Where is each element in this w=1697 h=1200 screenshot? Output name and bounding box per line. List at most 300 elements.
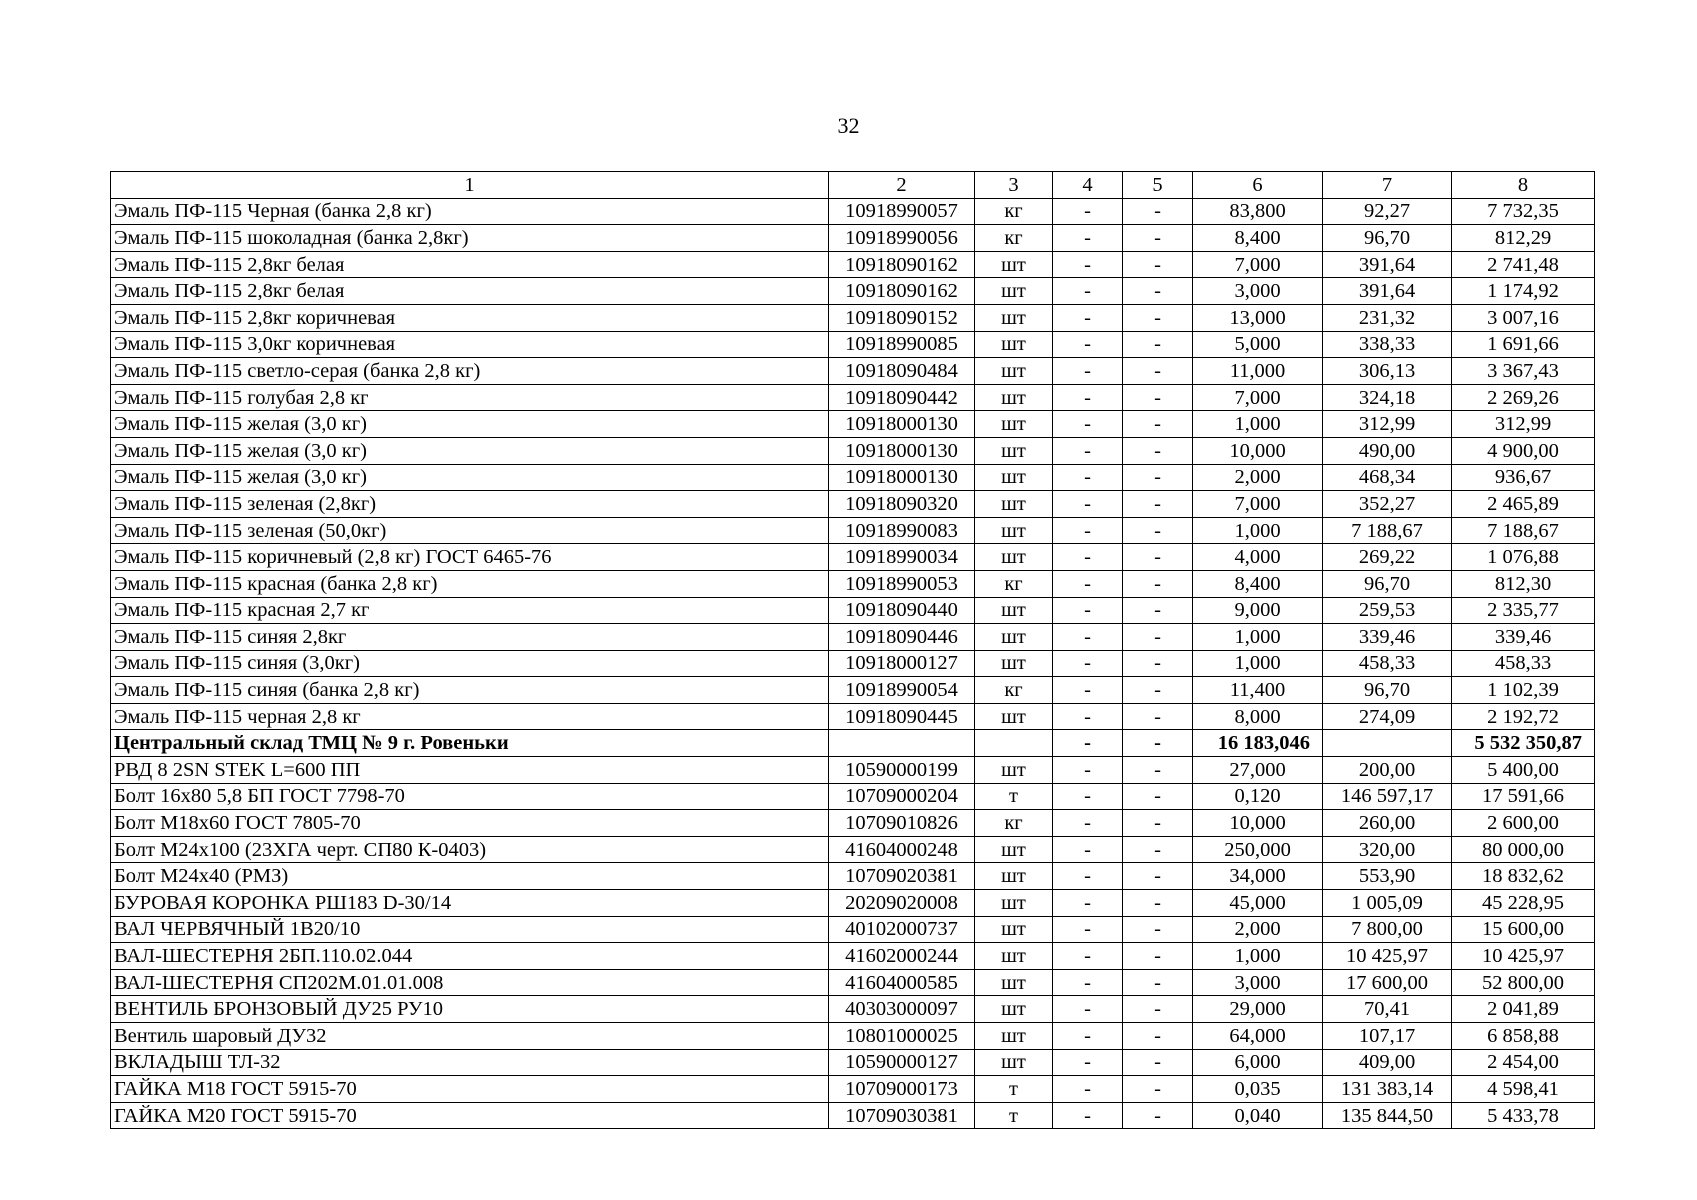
column-5-cell: - <box>1123 757 1193 784</box>
quantity-cell: 0,040 <box>1193 1102 1323 1129</box>
table-row <box>111 783 1595 810</box>
item-code-cell: 10918990083 <box>829 517 975 544</box>
column-4-cell: - <box>1053 358 1123 385</box>
item-name-cell: Эмаль ПФ-115 желая (3,0 кг) <box>111 411 829 438</box>
sum-cell: 5 433,78 <box>1452 1102 1595 1129</box>
column-4-cell: - <box>1053 916 1123 943</box>
item-code-cell: 10918090162 <box>829 278 975 305</box>
item-name-cell: Болт М24х100 (23ХГА черт. СП80 К-0403) <box>111 836 829 863</box>
price-cell: 391,64 <box>1323 278 1452 305</box>
sum-cell: 2 269,26 <box>1452 384 1595 411</box>
item-name-cell: Болт М24х40 (РМЗ) <box>111 863 829 890</box>
quantity-cell: 0,035 <box>1193 1076 1323 1103</box>
quantity-cell: 1,000 <box>1193 650 1323 677</box>
column-4-cell: - <box>1053 1102 1123 1129</box>
quantity-cell: 83,800 <box>1193 198 1323 225</box>
column-4-cell: - <box>1053 544 1123 571</box>
sum-cell: 5 532 350,87 <box>1452 730 1595 757</box>
sum-cell: 2 335,77 <box>1452 597 1595 624</box>
item-name-cell: ВАЛ ЧЕРВЯЧНЫЙ 1В20/10 <box>111 916 829 943</box>
column-5-cell: - <box>1123 863 1193 890</box>
sum-cell: 15 600,00 <box>1452 916 1595 943</box>
page-number: 32 <box>837 113 860 138</box>
item-code-cell: 10918000127 <box>829 650 975 677</box>
quantity-cell: 1,000 <box>1193 517 1323 544</box>
price-cell: 339,46 <box>1323 624 1452 651</box>
unit-cell: шт <box>975 757 1053 784</box>
column-5-cell: - <box>1123 783 1193 810</box>
column-4-cell: - <box>1053 996 1123 1023</box>
price-cell: 107,17 <box>1323 1023 1452 1050</box>
item-name-cell: Эмаль ПФ-115 2,8кг белая <box>111 278 829 305</box>
unit-cell: шт <box>975 703 1053 730</box>
column-5-cell: - <box>1123 650 1193 677</box>
unit-cell: шт <box>975 491 1053 518</box>
table-row <box>111 491 1595 518</box>
quantity-cell: 29,000 <box>1193 996 1323 1023</box>
unit-cell: кг <box>975 225 1053 252</box>
table-row <box>111 650 1595 677</box>
column-5-cell: - <box>1123 304 1193 331</box>
item-name-cell: Эмаль ПФ-115 желая (3,0 кг) <box>111 437 829 464</box>
sum-cell: 80 000,00 <box>1452 836 1595 863</box>
column-4-cell: - <box>1053 251 1123 278</box>
item-code-cell: 10918990085 <box>829 331 975 358</box>
column-5-cell: - <box>1123 437 1193 464</box>
item-name-cell: Эмаль ПФ-115 2,8кг белая <box>111 251 829 278</box>
sum-cell: 339,46 <box>1452 624 1595 651</box>
column-5-cell: - <box>1123 730 1193 757</box>
table-row <box>111 836 1595 863</box>
column-4-cell: - <box>1053 650 1123 677</box>
column-header: 3 <box>975 172 1053 199</box>
item-name-cell: Эмаль ПФ-115 синяя (3,0кг) <box>111 650 829 677</box>
unit-cell: шт <box>975 969 1053 996</box>
column-4-cell: - <box>1053 943 1123 970</box>
item-name-cell: ВАЛ-ШЕСТЕРНЯ СП202М.01.01.008 <box>111 969 829 996</box>
price-cell: 553,90 <box>1323 863 1452 890</box>
column-5-cell: - <box>1123 464 1193 491</box>
table-row <box>111 863 1595 890</box>
sum-cell: 812,30 <box>1452 570 1595 597</box>
unit-cell: шт <box>975 517 1053 544</box>
item-code-cell <box>829 730 975 757</box>
unit-cell: шт <box>975 597 1053 624</box>
item-code-cell: 10918090446 <box>829 624 975 651</box>
unit-cell: шт <box>975 304 1053 331</box>
table-row <box>111 1102 1595 1129</box>
price-cell: 338,33 <box>1323 331 1452 358</box>
item-code-cell: 10918090440 <box>829 597 975 624</box>
item-name-cell: ВКЛАДЫШ ТЛ-32 <box>111 1049 829 1076</box>
column-4-cell: - <box>1053 863 1123 890</box>
table-row <box>111 304 1595 331</box>
quantity-cell: 8,000 <box>1193 703 1323 730</box>
quantity-cell: 3,000 <box>1193 969 1323 996</box>
item-name-cell: ГАЙКА М18 ГОСТ 5915-70 <box>111 1076 829 1103</box>
item-code-cell: 20209020008 <box>829 890 975 917</box>
sum-cell: 10 425,97 <box>1452 943 1595 970</box>
quantity-cell: 0,120 <box>1193 783 1323 810</box>
table-row <box>111 969 1595 996</box>
table-row <box>111 890 1595 917</box>
unit-cell: шт <box>975 916 1053 943</box>
item-name-cell: Эмаль ПФ-115 голубая 2,8 кг <box>111 384 829 411</box>
column-5-cell: - <box>1123 943 1193 970</box>
column-4-cell: - <box>1053 464 1123 491</box>
quantity-cell: 11,400 <box>1193 677 1323 704</box>
item-code-cell: 10918990056 <box>829 225 975 252</box>
sum-cell: 1 102,39 <box>1452 677 1595 704</box>
price-cell: 7 188,67 <box>1323 517 1452 544</box>
table-row <box>111 996 1595 1023</box>
column-5-cell: - <box>1123 491 1193 518</box>
unit-cell: шт <box>975 331 1053 358</box>
quantity-cell: 10,000 <box>1193 810 1323 837</box>
unit-cell <box>975 730 1053 757</box>
price-cell: 96,70 <box>1323 225 1452 252</box>
column-5-cell: - <box>1123 1023 1193 1050</box>
sum-cell: 7 732,35 <box>1452 198 1595 225</box>
subtotal-row <box>111 730 1595 757</box>
table-row <box>111 1023 1595 1050</box>
column-5-cell: - <box>1123 251 1193 278</box>
column-5-cell: - <box>1123 890 1193 917</box>
column-5-cell: - <box>1123 597 1193 624</box>
column-4-cell: - <box>1053 331 1123 358</box>
item-name-cell: Эмаль ПФ-115 Черная (банка 2,8 кг) <box>111 198 829 225</box>
column-header: 6 <box>1193 172 1323 199</box>
column-header: 1 <box>111 172 829 199</box>
quantity-cell: 250,000 <box>1193 836 1323 863</box>
column-5-cell: - <box>1123 1076 1193 1103</box>
item-name-cell: Эмаль ПФ-115 коричневый (2,8 кг) ГОСТ 6465-76 <box>111 544 829 571</box>
unit-cell: т <box>975 783 1053 810</box>
price-cell: 458,33 <box>1323 650 1452 677</box>
unit-cell: кг <box>975 198 1053 225</box>
sum-cell: 4 900,00 <box>1452 437 1595 464</box>
item-name-cell: Эмаль ПФ-115 синяя 2,8кг <box>111 624 829 651</box>
sum-cell: 1 691,66 <box>1452 331 1595 358</box>
table-row <box>111 437 1595 464</box>
sum-cell: 45 228,95 <box>1452 890 1595 917</box>
sum-cell: 812,29 <box>1452 225 1595 252</box>
column-4-cell: - <box>1053 517 1123 544</box>
quantity-cell: 4,000 <box>1193 544 1323 571</box>
column-4-cell: - <box>1053 1023 1123 1050</box>
sum-cell: 936,67 <box>1452 464 1595 491</box>
sum-cell: 4 598,41 <box>1452 1076 1595 1103</box>
quantity-cell: 2,000 <box>1193 464 1323 491</box>
column-header: 7 <box>1323 172 1452 199</box>
quantity-cell: 34,000 <box>1193 863 1323 890</box>
table-row <box>111 1049 1595 1076</box>
sum-cell: 1 076,88 <box>1452 544 1595 571</box>
price-cell: 306,13 <box>1323 358 1452 385</box>
price-cell: 269,22 <box>1323 544 1452 571</box>
column-4-cell: - <box>1053 1049 1123 1076</box>
item-code-cell: 10918000130 <box>829 464 975 491</box>
column-5-cell: - <box>1123 384 1193 411</box>
quantity-cell: 27,000 <box>1193 757 1323 784</box>
item-code-cell: 10709000204 <box>829 783 975 810</box>
column-4-cell: - <box>1053 677 1123 704</box>
unit-cell: шт <box>975 1023 1053 1050</box>
table-row <box>111 943 1595 970</box>
column-4-cell: - <box>1053 1076 1123 1103</box>
unit-cell: шт <box>975 836 1053 863</box>
table-row <box>111 411 1595 438</box>
column-5-cell: - <box>1123 969 1193 996</box>
column-header: 4 <box>1053 172 1123 199</box>
sum-cell: 2 454,00 <box>1452 1049 1595 1076</box>
item-code-cell: 10918090445 <box>829 703 975 730</box>
item-code-cell: 10590000199 <box>829 757 975 784</box>
item-name-cell: Эмаль ПФ-115 зеленая (50,0кг) <box>111 517 829 544</box>
column-5-cell: - <box>1123 1049 1193 1076</box>
sum-cell: 52 800,00 <box>1452 969 1595 996</box>
unit-cell: шт <box>975 358 1053 385</box>
column-header: 2 <box>829 172 975 199</box>
unit-cell: шт <box>975 1049 1053 1076</box>
column-4-cell: - <box>1053 198 1123 225</box>
price-cell: 92,27 <box>1323 198 1452 225</box>
table-row <box>111 464 1595 491</box>
table-row <box>111 757 1595 784</box>
quantity-cell: 6,000 <box>1193 1049 1323 1076</box>
column-5-cell: - <box>1123 517 1193 544</box>
unit-cell: шт <box>975 384 1053 411</box>
price-cell: 1 005,09 <box>1323 890 1452 917</box>
table-row <box>111 544 1595 571</box>
quantity-cell: 45,000 <box>1193 890 1323 917</box>
table-row <box>111 624 1595 651</box>
price-cell: 17 600,00 <box>1323 969 1452 996</box>
unit-cell: шт <box>975 278 1053 305</box>
table-body <box>111 198 1595 1129</box>
table-row <box>111 517 1595 544</box>
item-code-cell: 10801000025 <box>829 1023 975 1050</box>
quantity-cell: 1,000 <box>1193 624 1323 651</box>
column-5-cell: - <box>1123 225 1193 252</box>
column-4-cell: - <box>1053 278 1123 305</box>
item-name-cell: Эмаль ПФ-115 шоколадная (банка 2,8кг) <box>111 225 829 252</box>
item-name-cell: Эмаль ПФ-115 3,0кг коричневая <box>111 331 829 358</box>
quantity-cell: 10,000 <box>1193 437 1323 464</box>
price-cell: 409,00 <box>1323 1049 1452 1076</box>
price-cell: 260,00 <box>1323 810 1452 837</box>
sum-cell: 3 007,16 <box>1452 304 1595 331</box>
sum-cell: 1 174,92 <box>1452 278 1595 305</box>
item-name-cell: Эмаль ПФ-115 зеленая (2,8кг) <box>111 491 829 518</box>
price-cell: 135 844,50 <box>1323 1102 1452 1129</box>
column-4-cell: - <box>1053 969 1123 996</box>
price-cell: 490,00 <box>1323 437 1452 464</box>
quantity-cell: 64,000 <box>1193 1023 1323 1050</box>
item-name-cell: ГАЙКА М20 ГОСТ 5915-70 <box>111 1102 829 1129</box>
table-row <box>111 384 1595 411</box>
column-5-cell: - <box>1123 358 1193 385</box>
sum-cell: 18 832,62 <box>1452 863 1595 890</box>
unit-cell: шт <box>975 437 1053 464</box>
table-row <box>111 225 1595 252</box>
unit-cell: т <box>975 1076 1053 1103</box>
quantity-cell: 8,400 <box>1193 225 1323 252</box>
price-cell: 391,64 <box>1323 251 1452 278</box>
sum-cell: 2 600,00 <box>1452 810 1595 837</box>
column-4-cell: - <box>1053 411 1123 438</box>
item-name-cell: БУРОВАЯ КОРОНКА РШ183 D-30/14 <box>111 890 829 917</box>
table-row <box>111 331 1595 358</box>
sum-cell: 312,99 <box>1452 411 1595 438</box>
column-4-cell: - <box>1053 304 1123 331</box>
table-row <box>111 597 1595 624</box>
unit-cell: шт <box>975 251 1053 278</box>
item-name-cell: Эмаль ПФ-115 светло-серая (банка 2,8 кг) <box>111 358 829 385</box>
column-4-cell: - <box>1053 730 1123 757</box>
column-5-cell: - <box>1123 996 1193 1023</box>
table-row <box>111 677 1595 704</box>
sum-cell: 17 591,66 <box>1452 783 1595 810</box>
sum-cell: 6 858,88 <box>1452 1023 1595 1050</box>
item-name-cell: ВЕНТИЛЬ БРОНЗОВЫЙ ДУ25 РУ10 <box>111 996 829 1023</box>
quantity-cell: 9,000 <box>1193 597 1323 624</box>
item-name-cell: Эмаль ПФ-115 красная (банка 2,8 кг) <box>111 570 829 597</box>
quantity-cell: 8,400 <box>1193 570 1323 597</box>
item-code-cell: 10918000130 <box>829 411 975 438</box>
item-name-cell: Эмаль ПФ-115 черная 2,8 кг <box>111 703 829 730</box>
quantity-cell: 1,000 <box>1193 943 1323 970</box>
unit-cell: шт <box>975 544 1053 571</box>
column-5-cell: - <box>1123 278 1193 305</box>
item-code-cell: 10918990053 <box>829 570 975 597</box>
table-row <box>111 278 1595 305</box>
sum-cell: 3 367,43 <box>1452 358 1595 385</box>
price-cell: 146 597,17 <box>1323 783 1452 810</box>
unit-cell: шт <box>975 624 1053 651</box>
item-code-cell: 10918090442 <box>829 384 975 411</box>
price-cell: 468,34 <box>1323 464 1452 491</box>
quantity-cell: 5,000 <box>1193 331 1323 358</box>
sum-cell: 7 188,67 <box>1452 517 1595 544</box>
quantity-cell: 7,000 <box>1193 384 1323 411</box>
table-row <box>111 570 1595 597</box>
quantity-cell: 7,000 <box>1193 491 1323 518</box>
column-4-cell: - <box>1053 810 1123 837</box>
price-cell: 312,99 <box>1323 411 1452 438</box>
column-header: 8 <box>1452 172 1595 199</box>
sum-cell: 2 465,89 <box>1452 491 1595 518</box>
unit-cell: шт <box>975 890 1053 917</box>
item-code-cell: 10918990057 <box>829 198 975 225</box>
table-row <box>111 810 1595 837</box>
column-5-cell: - <box>1123 703 1193 730</box>
table-row <box>111 198 1595 225</box>
column-4-cell: - <box>1053 570 1123 597</box>
quantity-cell: 16 183,046 <box>1193 730 1323 757</box>
price-cell: 324,18 <box>1323 384 1452 411</box>
price-cell: 96,70 <box>1323 570 1452 597</box>
column-4-cell: - <box>1053 597 1123 624</box>
table-row <box>111 251 1595 278</box>
column-5-cell: - <box>1123 198 1193 225</box>
sum-cell: 2 041,89 <box>1452 996 1595 1023</box>
column-5-cell: - <box>1123 624 1193 651</box>
item-code-cell: 10709010826 <box>829 810 975 837</box>
column-4-cell: - <box>1053 384 1123 411</box>
item-code-cell: 10918090320 <box>829 491 975 518</box>
sum-cell: 5 400,00 <box>1452 757 1595 784</box>
quantity-cell: 1,000 <box>1193 411 1323 438</box>
unit-cell: шт <box>975 650 1053 677</box>
column-4-cell: - <box>1053 225 1123 252</box>
item-code-cell: 10590000127 <box>829 1049 975 1076</box>
item-code-cell: 10918090152 <box>829 304 975 331</box>
table-row <box>111 703 1595 730</box>
item-code-cell: 10709000173 <box>829 1076 975 1103</box>
inventory-table <box>110 171 1595 1129</box>
item-name-cell: Вентиль шаровый ДУ32 <box>111 1023 829 1050</box>
column-5-cell: - <box>1123 1102 1193 1129</box>
item-code-cell: 10709020381 <box>829 863 975 890</box>
column-5-cell: - <box>1123 544 1193 571</box>
unit-cell: шт <box>975 863 1053 890</box>
unit-cell: кг <box>975 677 1053 704</box>
item-name-cell: Болт М18х60 ГОСТ 7805-70 <box>111 810 829 837</box>
unit-cell: кг <box>975 810 1053 837</box>
column-4-cell: - <box>1053 836 1123 863</box>
unit-cell: кг <box>975 570 1053 597</box>
price-cell: 320,00 <box>1323 836 1452 863</box>
item-name-cell: Эмаль ПФ-115 2,8кг коричневая <box>111 304 829 331</box>
item-code-cell: 41602000244 <box>829 943 975 970</box>
item-name-cell: Болт 16х80 5,8 БП ГОСТ 7798-70 <box>111 783 829 810</box>
price-cell: 7 800,00 <box>1323 916 1452 943</box>
item-name-cell: Эмаль ПФ-115 синяя (банка 2,8 кг) <box>111 677 829 704</box>
column-5-cell: - <box>1123 810 1193 837</box>
price-cell: 131 383,14 <box>1323 1076 1452 1103</box>
sum-cell: 2 741,48 <box>1452 251 1595 278</box>
item-code-cell: 10918990054 <box>829 677 975 704</box>
item-name-cell: Эмаль ПФ-115 желая (3,0 кг) <box>111 464 829 491</box>
price-cell: 70,41 <box>1323 996 1452 1023</box>
price-cell: 274,09 <box>1323 703 1452 730</box>
price-cell: 231,32 <box>1323 304 1452 331</box>
item-code-cell: 10709030381 <box>829 1102 975 1129</box>
column-4-cell: - <box>1053 783 1123 810</box>
column-5-cell: - <box>1123 411 1193 438</box>
price-cell: 259,53 <box>1323 597 1452 624</box>
item-code-cell: 10918090162 <box>829 251 975 278</box>
price-cell: 200,00 <box>1323 757 1452 784</box>
price-cell: 10 425,97 <box>1323 943 1452 970</box>
quantity-cell: 11,000 <box>1193 358 1323 385</box>
unit-cell: шт <box>975 943 1053 970</box>
unit-cell: шт <box>975 996 1053 1023</box>
header-row <box>111 172 1595 199</box>
quantity-cell: 7,000 <box>1193 251 1323 278</box>
quantity-cell: 2,000 <box>1193 916 1323 943</box>
column-4-cell: - <box>1053 491 1123 518</box>
unit-cell: т <box>975 1102 1053 1129</box>
column-5-cell: - <box>1123 836 1193 863</box>
item-code-cell: 41604000585 <box>829 969 975 996</box>
column-4-cell: - <box>1053 757 1123 784</box>
column-5-cell: - <box>1123 570 1193 597</box>
column-5-cell: - <box>1123 677 1193 704</box>
item-name-cell: РВД 8 2SN STEK L=600 ПП <box>111 757 829 784</box>
sum-cell: 458,33 <box>1452 650 1595 677</box>
